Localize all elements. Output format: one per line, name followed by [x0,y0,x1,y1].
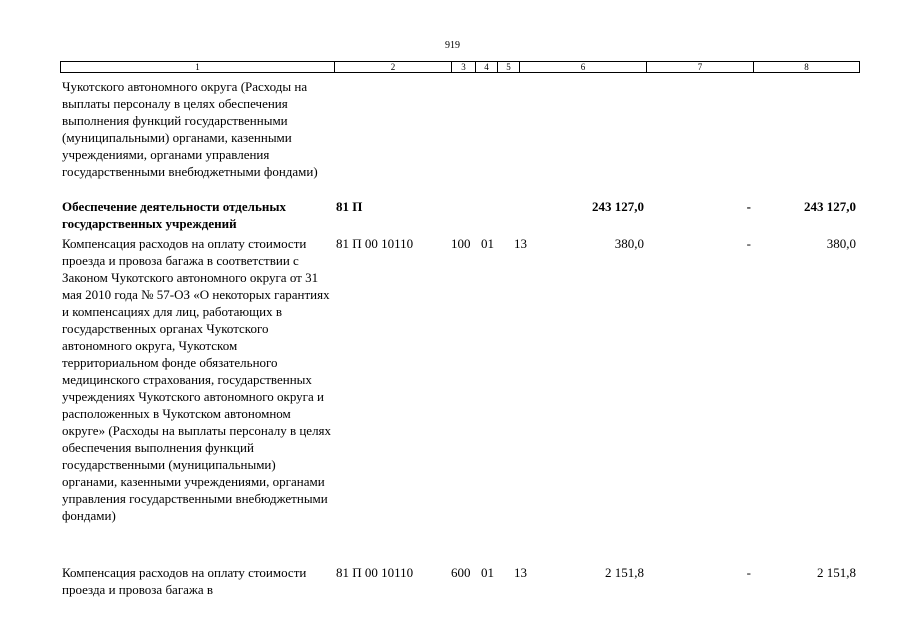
row-pr: 13 [514,236,527,251]
header-col-3: 3 [452,62,476,72]
row-name: Обеспечение деятельности отдельных государственных учреждений [62,199,286,231]
row-change: - [746,565,751,580]
page-number: 919 [445,40,460,51]
row-sum: 243 127,0 [592,199,644,214]
header-col-5: 5 [498,62,520,72]
row-code: 81 П 00 10110 [336,565,414,580]
row-total: 2 151,8 [817,565,856,580]
header-col-1: 1 [61,62,335,72]
row-rz: 01 [481,565,494,580]
row-change: - [746,199,751,214]
row-total: 380,0 [826,236,856,251]
row-name: Компенсация расходов на оплату стоимости проезда и провоза багажа в [62,565,307,597]
row-sum: 2 151,8 [605,565,644,580]
header-col-7: 7 [647,62,754,72]
row-code: 81 П [336,199,363,214]
header-col-6: 6 [520,62,647,72]
row-vr: 600 [451,565,471,580]
row-change: - [746,236,751,251]
row-vr: 100 [451,236,471,251]
row-sum: 380,0 [614,236,644,251]
row-name: Чукотского автономного округа (Расходы на выплаты персоналу в целях обеспечения выполнения функций государственными (муниципальными) органами, казенными учреждениями, органами управления государственными внебюджетными фондами) [62,79,318,179]
row-code: 81 П 00 10110 [336,236,414,251]
row-name: Компенсация расходов на оплату стоимости проезда и провоза багажа в соответствии с Законом Чукотского автономного округа от 31 мая 2010 года № 57-ОЗ «О некоторых гарантиях и компенсациях для лиц, работающих в государственных органах Чукотского автономного округа, Чукотском территориальном фонде обязательного медицинского страхования, государственных учреждениях Чукотского автономного округа и расположенных в Чукотском автономном округе» (Расходы на выплаты персоналу в целях обеспечения выполнения функций государственными (муниципальными) органами, казенными учреждениями, органами управления государственными внебюджетными фондами) [62,236,332,523]
row-rz: 01 [481,236,494,251]
row-pr: 13 [514,565,527,580]
table-header [60,61,860,73]
header-col-4: 4 [476,62,498,72]
header-col-2: 2 [335,62,452,72]
row-total: 243 127,0 [804,199,856,214]
header-col-8: 8 [804,62,809,72]
